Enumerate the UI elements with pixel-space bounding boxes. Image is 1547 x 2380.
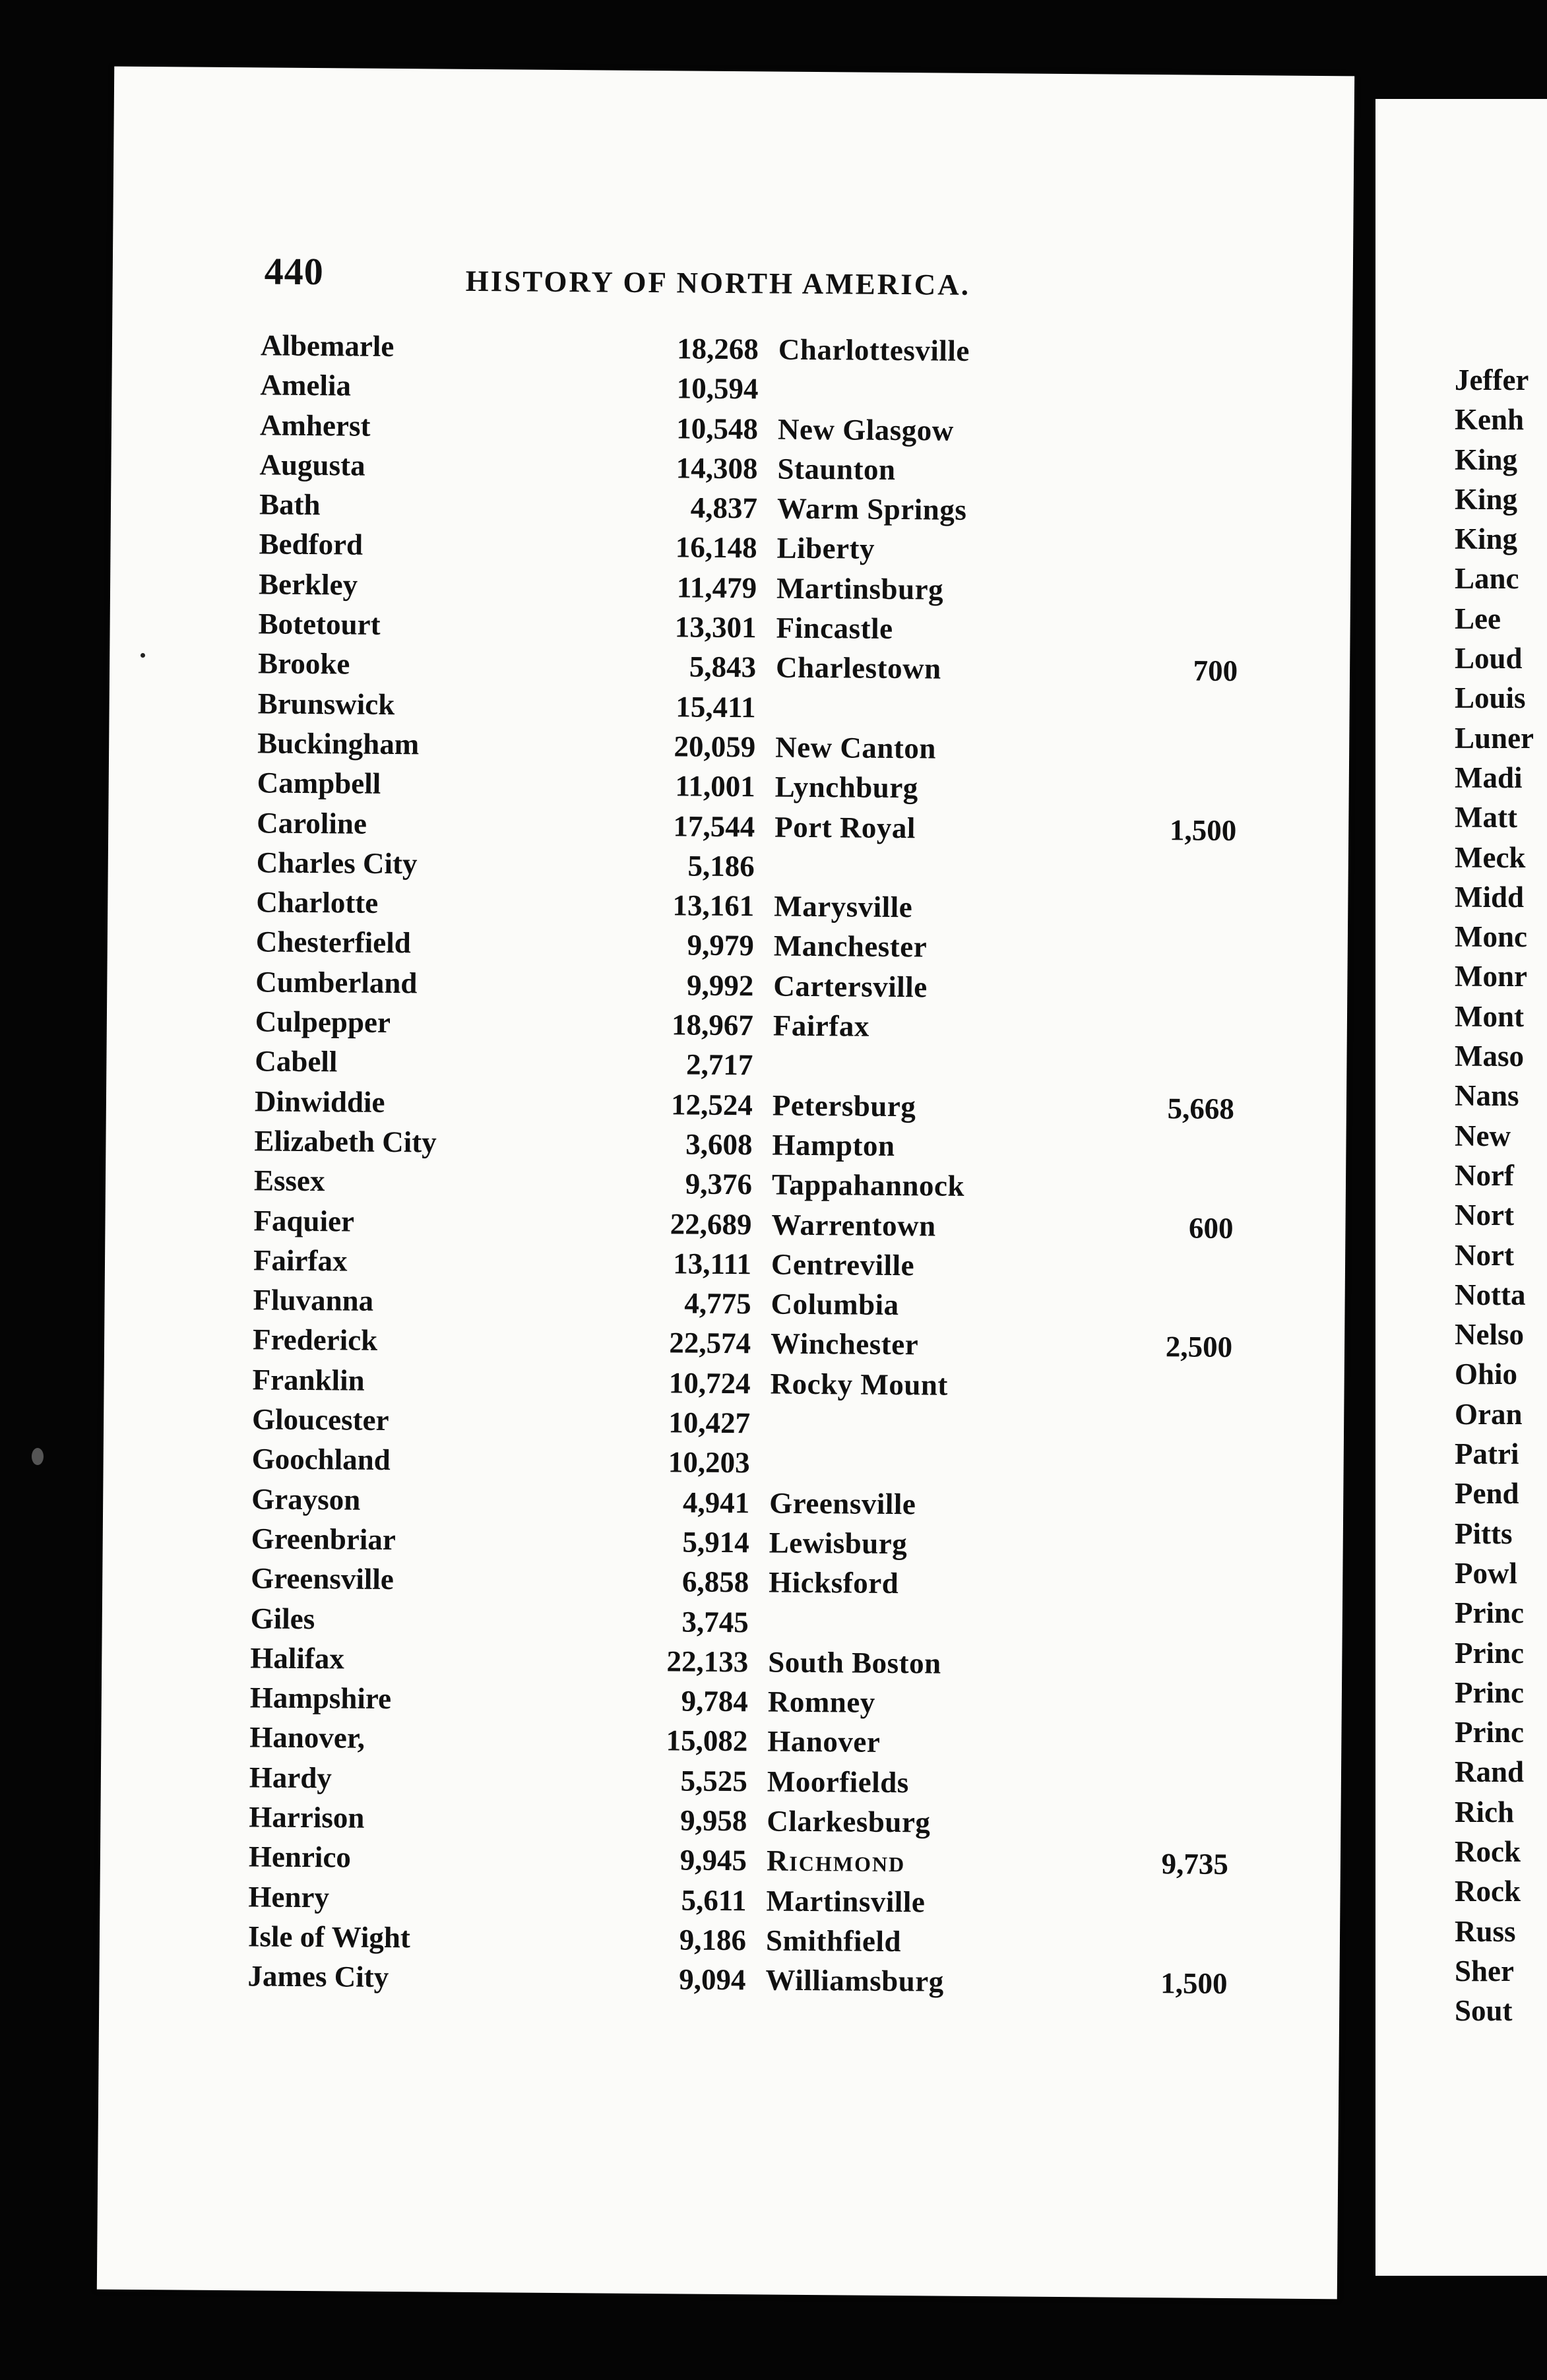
county-name: Faquier: [253, 1203, 355, 1238]
right-page-entry: King: [1455, 482, 1518, 516]
right-page-entry: Rich: [1455, 1795, 1514, 1829]
county-name: Isle of Wight: [247, 1920, 411, 1955]
county-population: 9,094: [679, 1962, 746, 1997]
county-population: 12,524: [670, 1087, 753, 1121]
county-population: 10,724: [668, 1366, 751, 1400]
county-seat: Petersburg: [772, 1088, 916, 1123]
county-seat: Lynchburg: [774, 770, 918, 805]
right-page-entry: Monr: [1455, 960, 1527, 993]
county-seat: Charlottesville: [778, 332, 970, 367]
county-name: Fairfax: [253, 1243, 348, 1278]
county-name: Campbell: [257, 766, 381, 801]
right-page-entry: Kenh: [1455, 403, 1525, 437]
county-population: 5,525: [680, 1764, 748, 1798]
right-page-entry: New: [1455, 1119, 1511, 1152]
town-population: 5,668: [1167, 1091, 1235, 1125]
right-page-entry: Powl: [1455, 1556, 1517, 1590]
right-page-entry: Nort: [1455, 1199, 1514, 1232]
county-population: 10,203: [668, 1445, 750, 1480]
county-name: Amherst: [259, 408, 371, 443]
county-table: [99, 327, 1352, 2007]
county-name: Henry: [248, 1879, 330, 1914]
county-population: 2,717: [685, 1048, 753, 1082]
town-population: 1,500: [1169, 813, 1237, 847]
county-seat: Romney: [767, 1685, 875, 1719]
right-page-entry: Nort: [1455, 1238, 1514, 1272]
county-seat: Liberty: [776, 532, 875, 566]
county-name: Gloucester: [251, 1402, 389, 1437]
right-page-entry: Notta: [1455, 1278, 1526, 1311]
county-population: 10,427: [668, 1406, 751, 1440]
county-seat: New Canton: [774, 730, 937, 765]
right-page-entry: Princ: [1455, 1596, 1524, 1630]
right-page-entry: Monc: [1455, 920, 1527, 954]
county-name: Cabell: [255, 1044, 338, 1079]
county-name: Essex: [253, 1164, 325, 1198]
right-page: [1375, 99, 1547, 2276]
county-population: 9,945: [679, 1843, 747, 1877]
right-page-entry: Princ: [1455, 1716, 1524, 1749]
county-name: Culpepper: [255, 1005, 391, 1040]
county-population: 9,979: [687, 928, 755, 962]
county-population: 18,967: [671, 1008, 754, 1042]
county-name: Chesterfield: [255, 925, 411, 960]
county-name: Franklin: [252, 1363, 365, 1397]
county-name: Halifax: [250, 1641, 345, 1675]
county-seat: Manchester: [773, 929, 928, 964]
right-page-entry: Meck: [1455, 840, 1526, 874]
county-population: 5,611: [681, 1883, 747, 1917]
county-population: 22,689: [670, 1206, 752, 1241]
running-title: HISTORY OF NORTH AMERICA.: [465, 264, 971, 301]
county-population: 11,479: [676, 571, 757, 605]
county-population: 13,301: [674, 610, 757, 644]
county-seat: Martinsburg: [776, 571, 944, 606]
county-name: Berkley: [258, 567, 358, 602]
county-seat: Smithfield: [765, 1924, 902, 1958]
county-name: Elizabeth City: [254, 1124, 437, 1159]
right-page-entry: Lee: [1455, 602, 1501, 635]
town-population: 9,735: [1161, 1847, 1229, 1881]
county-seat: Warm Springs: [776, 491, 967, 527]
county-seat: Moorfields: [767, 1765, 910, 1799]
county-population: 9,958: [679, 1803, 747, 1838]
county-name: James City: [247, 1959, 389, 1994]
county-population: 16,148: [675, 530, 757, 565]
county-seat: Hanover: [767, 1724, 881, 1759]
county-name: Charles City: [256, 846, 418, 881]
county-population: 5,843: [689, 650, 757, 684]
county-name: Giles: [250, 1601, 315, 1635]
county-name: Dinwiddie: [254, 1084, 385, 1119]
right-page-list: [1455, 363, 1547, 2033]
county-seat: Fincastle: [776, 611, 893, 646]
county-name: Bath: [259, 487, 321, 522]
right-page-entry: Madi: [1455, 761, 1523, 794]
county-seat: Tappahannock: [771, 1168, 965, 1203]
county-population: 10,594: [676, 371, 759, 406]
right-page-entry: Mont: [1455, 999, 1524, 1033]
county-population: 22,133: [666, 1644, 749, 1679]
right-page-entry: King: [1455, 522, 1518, 556]
county-seat: Greensville: [769, 1486, 916, 1520]
page-speck: [32, 1448, 44, 1465]
right-page-entry: Louis: [1455, 681, 1526, 715]
page-header: [264, 242, 1188, 322]
page-speck: [141, 653, 145, 658]
right-page-entry: Jeffer: [1455, 363, 1529, 396]
county-name: Hardy: [249, 1761, 332, 1795]
right-page-entry: Sout: [1455, 1994, 1513, 2028]
county-name: Grayson: [251, 1482, 361, 1517]
county-name: Greensville: [251, 1561, 395, 1596]
county-seat: Rocky Mount: [770, 1367, 949, 1402]
town-population: [1075, 334, 1240, 336]
county-name: Augusta: [259, 448, 365, 482]
right-page-entry: Princ: [1455, 1636, 1524, 1670]
county-name: Amelia: [260, 368, 352, 402]
right-page-entry: Nelso: [1455, 1318, 1524, 1352]
right-page-entry: Pitts: [1455, 1517, 1513, 1550]
county-name: Botetourt: [258, 607, 381, 641]
right-page-entry: Rock: [1455, 1834, 1521, 1868]
county-population: 14,308: [676, 451, 758, 485]
county-population: 18,268: [676, 332, 759, 366]
right-page-entry: Midd: [1455, 880, 1525, 914]
county-name: Buckingham: [257, 726, 420, 761]
right-page-entry: Matt: [1455, 801, 1517, 834]
county-name: Harrison: [249, 1800, 365, 1834]
right-page-entry: Luner: [1455, 721, 1534, 755]
right-page-entry: Pend: [1455, 1477, 1519, 1511]
right-page-entry: Norf: [1455, 1158, 1514, 1192]
county-population: 10,548: [676, 411, 759, 445]
county-seat: Staunton: [777, 452, 896, 486]
right-page-entry: Princ: [1455, 1675, 1524, 1709]
county-seat: Hampton: [772, 1128, 895, 1162]
county-population: 11,001: [675, 769, 755, 803]
right-page-entry: Rand: [1455, 1755, 1525, 1789]
county-population: 4,775: [684, 1286, 751, 1321]
county-population: 9,376: [685, 1167, 753, 1201]
county-seat: Fairfax: [773, 1009, 870, 1043]
town-population: 700: [1193, 654, 1238, 688]
county-population: 4,941: [682, 1486, 750, 1519]
right-page-entry: Lanc: [1455, 562, 1519, 596]
right-page-entry: Patri: [1455, 1437, 1519, 1471]
county-population: 17,544: [673, 809, 755, 843]
county-name: Hanover,: [249, 1720, 365, 1755]
county-population: 9,186: [679, 1923, 747, 1957]
county-seat: Lewisburg: [769, 1526, 908, 1561]
county-name: Goochland: [251, 1442, 391, 1477]
county-name: Charlotte: [256, 885, 379, 920]
county-population: 9,784: [681, 1684, 749, 1718]
county-name: Frederick: [252, 1323, 378, 1358]
county-population: 3,745: [681, 1604, 749, 1639]
county-name: Greenbriar: [251, 1522, 396, 1556]
town-population: 600: [1188, 1211, 1234, 1245]
right-page-entry: Russ: [1455, 1914, 1516, 1948]
county-seat: Winchester: [770, 1327, 919, 1362]
right-page-entry: Nans: [1455, 1079, 1519, 1113]
left-page: [97, 67, 1354, 2300]
county-population: 15,082: [666, 1724, 748, 1758]
county-name: Brunswick: [257, 687, 395, 721]
county-name: Hampshire: [249, 1681, 392, 1716]
county-seat: Cartersville: [773, 969, 928, 1004]
county-seat: South Boston: [768, 1645, 941, 1680]
county-population: 6,858: [681, 1565, 749, 1599]
county-population: 5,914: [682, 1525, 749, 1559]
county-population: 5,186: [687, 849, 755, 883]
right-page-entry: Oran: [1455, 1397, 1523, 1431]
county-name: Caroline: [257, 805, 367, 840]
town-population: 1,500: [1160, 1966, 1228, 2001]
county-seat: Centreville: [771, 1247, 915, 1282]
county-seat: Williamsburg: [765, 1963, 944, 1998]
county-seat: Charlestown: [775, 650, 941, 685]
county-name: Albemarle: [260, 329, 395, 363]
county-name: Henrico: [248, 1840, 352, 1874]
right-page-entry: Ohio: [1455, 1358, 1518, 1391]
county-name: Bedford: [259, 527, 363, 562]
county-seat: Martinsville: [766, 1884, 926, 1918]
right-page-entry: King: [1455, 443, 1518, 476]
right-page-entry: Loud: [1455, 642, 1523, 675]
county-population: 13,111: [673, 1247, 752, 1281]
county-population: 15,411: [676, 690, 756, 724]
county-name: Brooke: [257, 646, 350, 681]
county-seat: Marysville: [774, 889, 913, 924]
county-name: Cumberland: [255, 965, 418, 1000]
county-seat: Hicksford: [769, 1565, 899, 1600]
page-number: 440: [264, 249, 325, 294]
right-page-entry: Maso: [1455, 1040, 1524, 1073]
county-population: 13,161: [672, 889, 755, 923]
county-seat: Richmond: [766, 1844, 906, 1879]
county-population: 22,574: [669, 1326, 751, 1360]
county-population: 20,059: [674, 730, 756, 764]
county-population: 9,992: [686, 968, 754, 1003]
right-page-entry: Sher: [1455, 1954, 1514, 1988]
county-name: Fluvanna: [253, 1283, 374, 1317]
county-population: 4,837: [690, 491, 758, 525]
county-seat: Clarkesburg: [767, 1804, 931, 1839]
right-page-entry: Rock: [1455, 1875, 1521, 1908]
county-seat: New Glasgow: [777, 412, 954, 447]
county-seat: Columbia: [771, 1287, 899, 1322]
county-population: 3,608: [685, 1127, 753, 1162]
county-seat: Port Royal: [774, 810, 916, 844]
town-population: 2,500: [1165, 1330, 1233, 1364]
county-seat: Warrentown: [771, 1208, 936, 1243]
